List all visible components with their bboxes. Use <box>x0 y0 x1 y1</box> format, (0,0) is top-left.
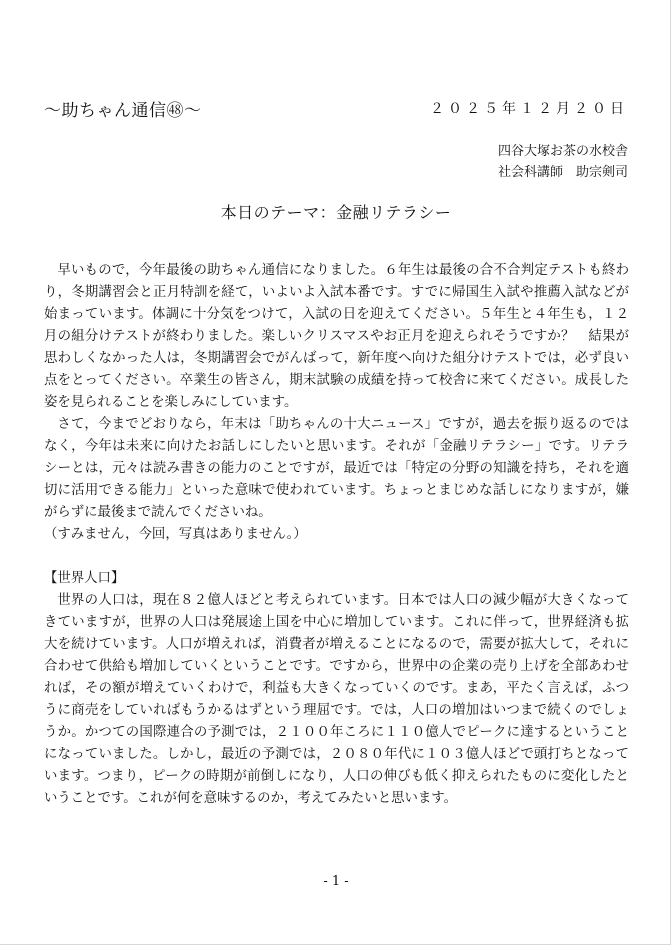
intro-paragraph-2: さて，今までどおりなら，年末は「助ちゃんの十大ニュース」ですが，過去を振り返るのではなく，今年は未来に向けたお話しにしたいと思います。それが「金融リテラシー」です。リテラシーとは，元々は読み書きの能力のことですが，最近では「特定の分野の知識を持ち，それを適切に活用できる能力」といった意味で使われています。ちょっとまじめな話しになりますが，嫌がらずに最後まで読んでくださいね。 <box>44 417 629 520</box>
issue-date: ２０２５年１２月２０日 <box>430 101 628 117</box>
section-paragraph-1: 世界の人口は，現在８２億人ほどと考えられています。日本では人口の減少幅が大きくなってきていますが，世界の人口は発展途上国を中心に増加しています。これに伴って，世界経済も拡大を続けています。人口が増えれば，消費者が増えることになるので，需要が拡大して，それに合わせて供給も増加していくということです。ですから，世界中の企業の売り上げを全部あわせれば，その額が増えていくわけで，利益も大きくなっていくのです。まあ，平たく言えば，ふつうに商売をしていればもうかるはずという理屈です。では，人口の増加はいつまで続くのでしょうか。かつての国際連合の予測では，２１００年ころに１１０億人でピークに達するということになっていました。しかし，最近の予測では，２０８０年代に１０３億人ほどで頭打ちとなっています。つまり，ピークの時期が前倒しになり，人口の伸びも低く抑えられたものに変化したということです。これが何を意味するのか，考えてみたいと思います。 <box>44 593 629 806</box>
newsletter-title: ～助ちゃん通信㊽～ <box>44 101 202 121</box>
page-number: - 1 - <box>323 874 349 889</box>
author-name: 社会科講師 助宗剣司 <box>497 165 628 180</box>
intro-section <box>44 260 629 546</box>
theme-heading: 本日のテーマ：金融リテラシー <box>220 203 452 222</box>
intro-note: （すみません，今回，写真はありません。） <box>44 527 307 542</box>
section-heading: 【世界人口】 <box>44 571 125 586</box>
intro-paragraph-1: 早いもので，今年最後の助ちゃん通信になりました。６年生は最後の合不合判定テストも終わり，冬期講習会と正月特訓を経て，いよいよ入試本番です。すでに帰国生入試や推薦入試などが始まっています。体調に十分気をつけて，入試の日を迎えてください。５年生と４年生も，１２月の組分けテストが終わりました。楽しいクリスマスやお正月を迎えられそうですか？ 結果が思わしくなかった人は，冬期講習会でがんばって，新年度へ向けた組分けテストでは，必ず良い点をとってください。卒業生の皆さん，期末試験の成績を持って校舎に来てください。成長した姿を見られることを楽しみにしています。 <box>44 263 629 410</box>
world-population-section <box>44 568 629 810</box>
school-name: 四谷大塚お茶の水校舎 <box>497 144 628 159</box>
